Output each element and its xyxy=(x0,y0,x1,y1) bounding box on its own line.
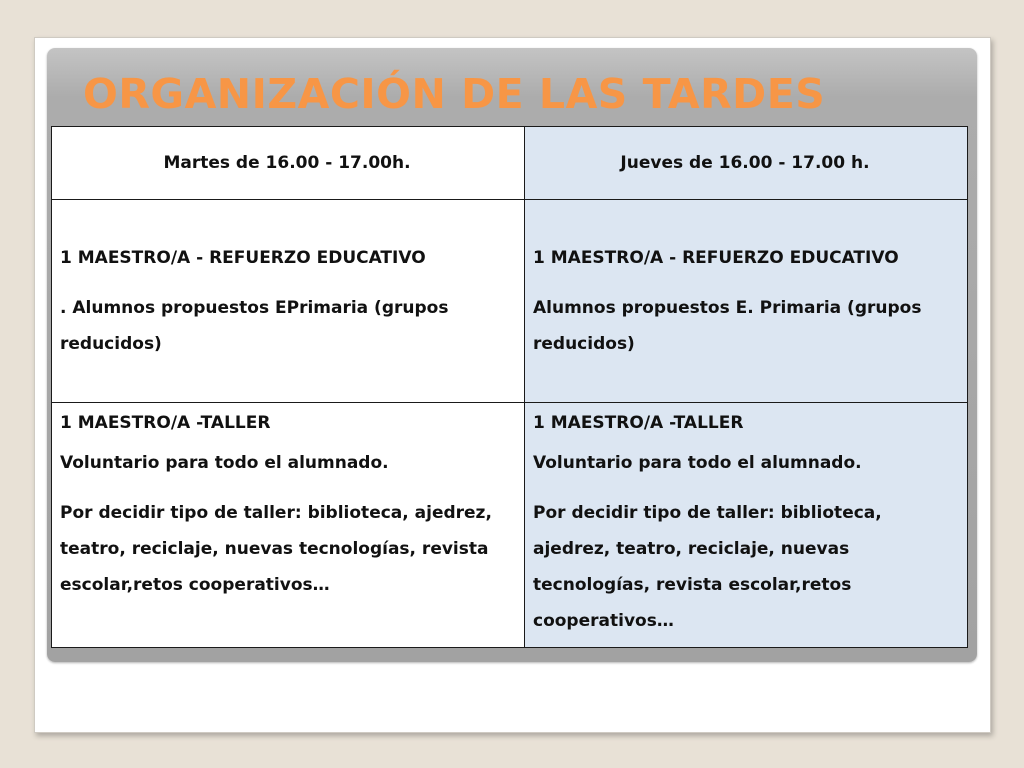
cell-line: 1 MAESTRO/A -TALLER xyxy=(60,413,271,433)
cell-line: 1 MAESTRO/A -TALLER xyxy=(533,413,744,433)
cell-line: 1 MAESTRO/A - REFUERZO EDUCATIVO xyxy=(60,248,426,268)
cell-tuesday-refuerzo xyxy=(52,200,525,403)
cell-thursday-refuerzo xyxy=(525,200,968,403)
schedule-table xyxy=(51,126,968,648)
slide xyxy=(34,37,991,733)
cell-line: Voluntario para todo el alumnado. xyxy=(533,453,862,473)
table-header-row xyxy=(52,127,968,200)
header-tuesday: Martes de 16.00 - 17.00h. xyxy=(52,127,525,200)
content-frame xyxy=(47,48,977,662)
header-thursday: Jueves de 16.00 - 17.00 h. xyxy=(525,127,968,200)
slide-title: ORGANIZACIÓN DE LAS TARDES xyxy=(83,70,826,118)
table-row-taller xyxy=(52,403,968,648)
cell-line: Voluntario para todo el alumnado. xyxy=(60,453,389,473)
cell-tuesday-taller xyxy=(52,403,525,648)
cell-line: Por decidir tipo de taller: biblioteca, ajedrez, teatro, reciclaje, nuevas tecnologías, revista escolar,retos cooperativos… xyxy=(60,503,492,595)
table-row-refuerzo xyxy=(52,200,968,403)
cell-line: Alumnos propuestos E. Primaria (grupos reducidos) xyxy=(533,298,922,354)
cell-thursday-taller xyxy=(525,403,968,648)
cell-line: Por decidir tipo de taller: biblioteca, ajedrez, teatro, reciclaje, nuevas tecnologías, revista escolar,retos cooperativos… xyxy=(533,503,882,631)
cell-line: . Alumnos propuestos EPrimaria (grupos reducidos) xyxy=(60,298,449,354)
cell-line: 1 MAESTRO/A - REFUERZO EDUCATIVO xyxy=(533,248,899,268)
